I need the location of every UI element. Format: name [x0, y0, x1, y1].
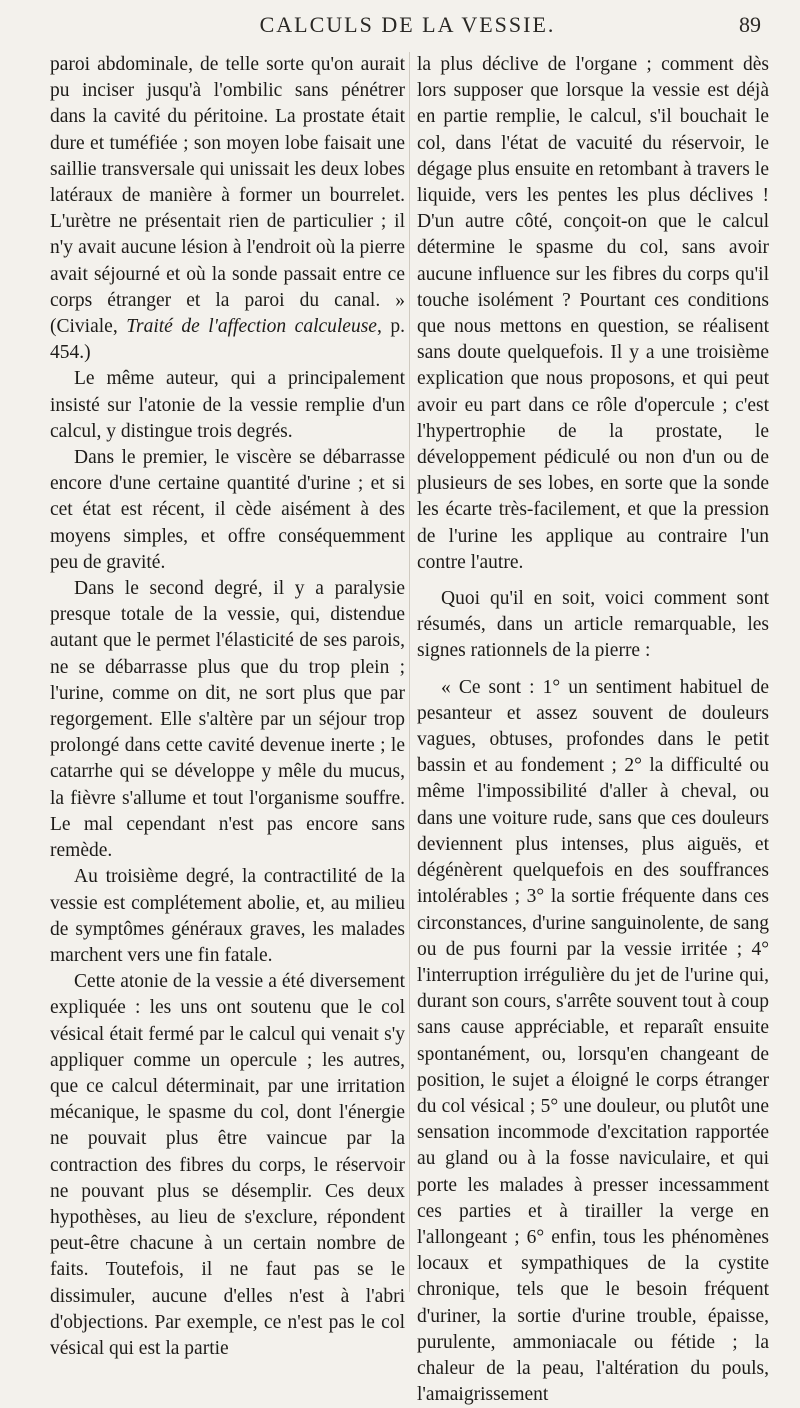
paragraph-continued	[50, 52, 405, 366]
quoted-paragraph: « Ce sont : 1° un sentiment habituel de pesanteur et assez souvent de douleurs vagues, obtuses, profondes dans le petit bassin et au fondement ; 2° la difficulté ou même l'impossibilité d'aller à cheval, ou dans une voiture rude, sans que ces douleurs deviennent plus intenses, plus aiguës, et dégénèrent quelquefois en des souffrances intolérables ; 3° la sortie fréquente dans ces circonstances, d'urine sanguinolente, de sang ou de pus fourni par la vessie irritée ; 4° l'interruption irrégulière du jet de l'urine qui, durant son cours, s'arrête souvent tout à coup sans cause appréciable, et reparaît ensuite spontanément, ou, lorsqu'en changeant de position, le sujet a éloigné le corps étranger du col vésical ; 5° une douleur, ou plutôt une sensation incommode d'excitation rapportée au gland ou à la fosse naviculaire, et qui porte les malades à presser incessamment ces parties et à tirailler la verge en l'allongeant ; 6° enfin, tous les phénomènes locaux et sympathiques de la cystite chronique, tels que le besoin fréquent d'uriner, la sortie d'urine trouble, épaisse, purulente, ammoniacale ou fétide ; la chaleur de la peau, l'altération du pouls, l'amaigrissement	[417, 676, 769, 1406]
right-column	[417, 52, 769, 1408]
paragraph: Le même auteur, qui a principalement insisté sur l'atonie de la vessie remplie d'un calcul, y distingue trois degrés.	[50, 368, 405, 442]
page-number: 89	[739, 12, 761, 37]
paragraph-continued: la plus déclive de l'organe ; comment dès lors supposer que lorsque la vessie est déjà en partie remplie, le calcul, s'il bouchait le col, dans l'état de vacuité du réservoir, le dégage plus ensuite en retombant à travers le liquide, vers les pentes les plus déclives ! D'un autre côté, conçoit-on que le calcul détermine le spasme du col, sans avoir aucune influence sur les fibres du corps qu'il touche isolément ? Pourtant ces conditions que nous mettons en question, se réalisent sans doute quelquefois. Il y a une troisième explication que nous proposons, et qui peut avoir eu part dans ce rôle d'opercule ; c'est l'hypertrophie de la prostate, le développement pédiculé ou non d'un ou de plusieurs de ses lobes, en sorte que la sonde les écarte très-facilement, et que la pression de l'urine les applique au contraire l'un contre l'autre.	[417, 54, 769, 573]
left-column	[50, 52, 405, 1362]
paragraph: Dans le premier, le viscère se débarrasse encore d'une certaine quantité d'urine ; et si cet état est récent, il cède aisément à des moyens simples, et offre conséquemment peu de gravité.	[50, 447, 405, 573]
paragraph: Au troisième degré, la contractilité de la vessie est complétement abolie, et, au milieu de symptômes généraux graves, les malades marchent vers une fin fatale.	[50, 866, 405, 966]
column-divider	[409, 52, 410, 1292]
paragraph-text: paroi abdominale, de telle sorte qu'on aurait pu inciser jusqu'à l'ombilic sans pénétrer dans la cavité du péritoine. La prostate était dure et tuméfiée ; son moyen lobe faisait une saillie transversale qui unissait les deux lobes latéraux de manière à former un bourrelet. L'urètre ne présentait rien de particulier ; il n'y avait aucune lésion à l'endroit où la pierre avait séjourné et où la sonde passait entre ce corps étranger et la paroi du canal. » (Civiale,	[50, 54, 405, 338]
paragraph: Dans le second degré, il y a paralysie presque totale de la vessie, qui, distendue autant que le permet l'élasticité de ses parois, ne se débarrasse plus que du trop plein ; l'urine, comme on dit, ne sort plus que par regorgement. Elle s'altère par un séjour trop prolongé dans cette cavité devenue inerte ; le catarrhe qui se développe y mêle du mucus, la fièvre s'allume et tout l'organisme souffre. Le mal cependant n'est pas encore sans remède.	[50, 578, 405, 862]
running-title: CALCULS DE LA VESSIE.	[259, 12, 556, 37]
paragraph: Cette atonie de la vessie a été diversement expliquée : les uns ont soutenu que le col vésical était fermé par le calcul qui venait s'y appliquer comme un opercule ; les autres, que ce calcul déterminait, par une irritation mécanique, le spasme du col, dont l'énergie ne pouvait plus être vaincue par la contraction des fibres du corps, le réservoir ne pouvant plus se désemplir. Ces deux hypothèses, au lieu de s'exclure, répondent peut-être chacune à un certain nombre de faits. Toutefois, il ne faut pas se le dissimuler, aucune d'elles n'est à l'abri d'objections. Par exemple, ce n'est pas le col vésical qui est la partie	[50, 971, 405, 1359]
citation-page: , p. 454.)	[50, 316, 406, 364]
page-header	[50, 12, 765, 44]
paragraph: Quoi qu'il en soit, voici comment sont résumés, dans un article remarquable, les signes rationnels de la pierre :	[417, 588, 769, 662]
cited-work-title: Traité de l'affection calculeuse	[126, 316, 377, 338]
